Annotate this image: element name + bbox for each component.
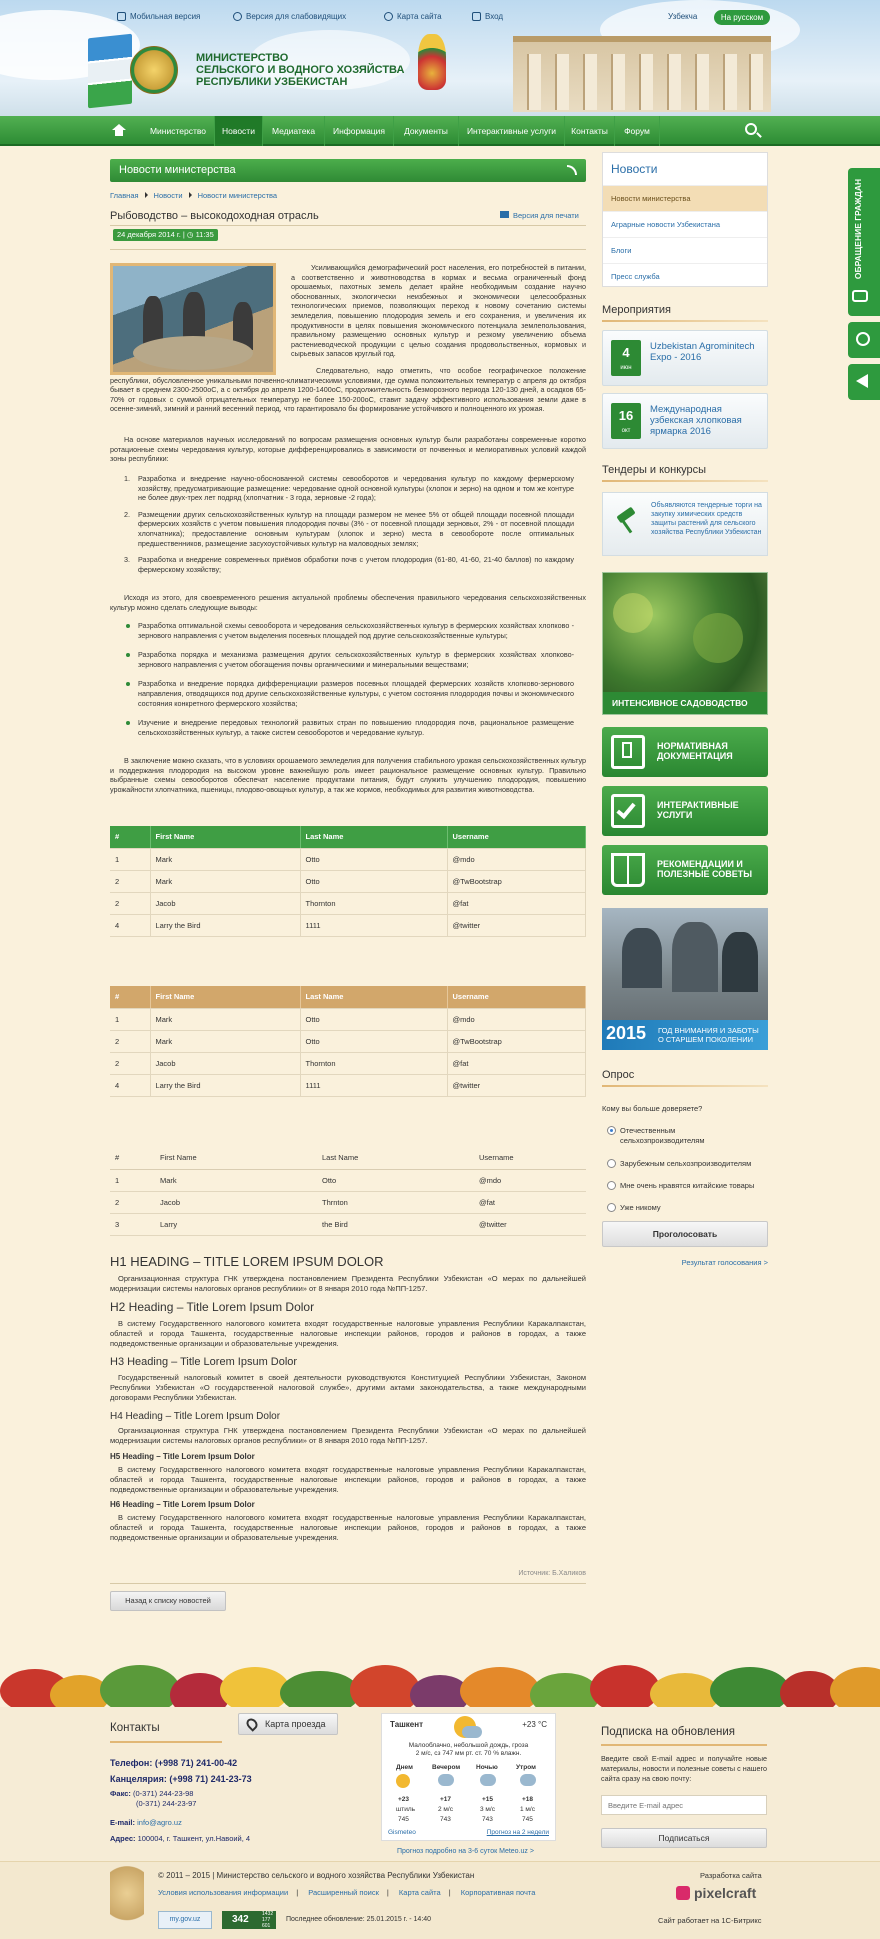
contact-info: Телефон: (+998 71) 241-00-42 Канцелярия: (+998 71) 241-23-73 bbox=[110, 1758, 252, 1784]
copyright: © 2011 – 2015 | Министерство сельского и водного хозяйства Республики Узбекистан bbox=[158, 1871, 475, 1880]
cloud-icon bbox=[520, 1774, 536, 1786]
heading-h4: H4 Heading – Title Lorem Ipsum Dolor bbox=[110, 1411, 281, 1422]
gismeteo-link[interactable]: Gismeteo bbox=[388, 1829, 416, 1836]
table-row: 1 Mark Otto @mdo bbox=[110, 848, 586, 870]
table-row: 4 Larry the Bird 1111 @twitter bbox=[110, 914, 586, 936]
header bbox=[0, 0, 880, 116]
heading-h1: H1 HEADING – TITLE LOREM IPSUM DOLOR bbox=[110, 1254, 384, 1269]
footer-links: Условия использования информации | Расширенный поиск | Карта сайта | Корпоративная почта bbox=[158, 1888, 536, 1897]
article-paragraph: На основе материалов научных исследований по вопросам размещения основных культур были разработаны современные коротко ротационные схемы чередования культур, которые дифференцировались в зависимости от почвенных и мелиоративных условий каждой зоны республики: bbox=[110, 435, 586, 464]
sidebar-item-press[interactable]: Пресс служба bbox=[603, 263, 767, 289]
breadcrumb bbox=[110, 191, 277, 200]
gavel-icon bbox=[613, 509, 639, 535]
meteo-forecast-link[interactable]: Прогноз подробно на 3-6 суток Meteo.uz > bbox=[397, 1848, 534, 1855]
event-card[interactable] bbox=[602, 330, 768, 386]
table-row: 4 Larry the Bird 1111 @twitter bbox=[110, 1074, 586, 1096]
subscribe-button[interactable]: Подписаться bbox=[601, 1828, 767, 1848]
main-nav bbox=[0, 116, 880, 146]
list-item: 1. Разработка и внедрение научно-обоснованной системы севооборотов и чередования культур по каждому фермерскому хозяйству, предусматривающие размещение: чередование одной основной культуры (хлопок и зерно) на одном и том же контуре не более двух-трех лет подряд (хлопчатник - 3 года, зерновые -2 года); bbox=[124, 474, 574, 503]
table-row: 2 Jacob Thrnton @fat bbox=[110, 1191, 586, 1213]
emblem-watermark bbox=[110, 1866, 144, 1934]
nav-ministry[interactable]: Министерство bbox=[142, 116, 215, 146]
divider bbox=[110, 225, 586, 226]
megaphone-icon bbox=[856, 374, 868, 388]
article-paragraph: В заключение можно сказать, что в условиях орошаемого земледелия для получения стабильного урожая сельскохозяйственных культур и поддержания плодородия на высоком уровне важнейшую роль имеет рациональное размещение основных культур. Правильно выбранные схемы севооборотов обеспечат население продуктами питания, будут служить улучшению плодородия, повышению урожайности хлопчатника, пшеницы, плодово-овощных культур, а так же кормов, необходимых для развития животноводства. bbox=[110, 756, 586, 794]
event-title[interactable]: Международная узбекская хлопковая ярмарка 2016 bbox=[650, 404, 742, 437]
poll-question: Кому вы больше доверяете? bbox=[602, 1104, 703, 1113]
book-icon bbox=[611, 853, 645, 887]
list-item: Разработка и внедрение порядка дифференциации размеров посевных площадей фермерских хозяйств хлопково-зернового направления, отводящихся под другие сельскохозяйственные культуры, с учетом состояния плодородия почвы и экономического состояния конкретного фермерского хозяйства; bbox=[124, 679, 574, 708]
subscribe-title: Подписка на обновления bbox=[601, 1726, 736, 1738]
article-photo bbox=[110, 263, 276, 375]
table-row: 1 Mark Otto @mdo bbox=[110, 1008, 586, 1030]
paragraph: В систему Государственного налогового комитета входят государственные налоговые управления Республики Каракалпакстан, областей и города Ташкента, государственные налоговые инспекции районов, городов и районов в городах, а также подведомственные организации и образовательные учреждения. bbox=[110, 1465, 586, 1494]
news-menu-title: Новости bbox=[611, 162, 658, 176]
compass-icon bbox=[384, 12, 393, 21]
poll-radio[interactable] bbox=[607, 1159, 616, 1168]
checkmark-icon bbox=[611, 794, 645, 828]
elders-year-banner[interactable] bbox=[602, 908, 768, 1050]
heading-h3: H3 Heading – Title Lorem Ipsum Dolor bbox=[110, 1356, 298, 1368]
rss-icon[interactable] bbox=[567, 165, 577, 175]
chat-icon bbox=[852, 290, 868, 302]
paragraph: В систему Государственного налогового комитета входят государственные налоговые управления Республики Каракалпакстан, областей и города Ташкента, государственные налоговые инспекции районов, городов и районов в городах, а также подведомственные организации и образовательные учреждения. bbox=[110, 1319, 586, 1348]
nav-interactive[interactable]: Интерактивные услуги bbox=[459, 116, 565, 146]
email-link[interactable]: info@agro.uz bbox=[137, 1818, 182, 1827]
sitemap-link[interactable]: Карта сайта bbox=[384, 12, 442, 21]
normative-docs-button[interactable]: НОРМАТИВНАЯ ДОКУМЕНТАЦИЯ bbox=[602, 727, 768, 777]
list-item: 3. Разработка и внедрение современных приёмов обработки почв с учетом плодородия (61-80, 41-60, 21-40 баллов) по каждому фермерскому хозяйству; bbox=[124, 555, 574, 574]
paragraph: Государственный налоговый комитет в своей деятельности руководствуются Конституцией Республики Узбекистан, Законом Республики Узбекистан «О государственной налоговой службе», другими актами законодательства, а также международными договорами Республики Узбекистан. bbox=[110, 1373, 586, 1402]
list-item: Изучение и внедрение передовых технологий развитых стран по повышению плодородия почв, рациональное размещение сельскохозяйственных культур, а также систем севооборотов и чередование культур. bbox=[124, 718, 574, 737]
map-button[interactable]: Карта проезда bbox=[238, 1713, 338, 1735]
poll-results-link[interactable]: Результат голосования > bbox=[681, 1258, 768, 1267]
flag-image bbox=[88, 34, 132, 109]
nav-media[interactable]: Медиатека bbox=[263, 116, 325, 146]
events-title: Мероприятия bbox=[602, 304, 671, 316]
table-row: 2 Mark Otto @TwBootstrap bbox=[110, 870, 586, 892]
poll-option[interactable]: Мне очень нравятся китайские товары bbox=[620, 1181, 755, 1190]
lang-uz-link[interactable]: Узбекча bbox=[668, 12, 698, 21]
news-menu bbox=[602, 152, 768, 287]
vegetables-border bbox=[0, 1655, 880, 1707]
article-paragraph: Усиливающийся демографический рост населения, его потребностей в питании, а соответственно и животноводства в кормах и весьма ограниченный фонд орошаемых, пахотных земель делает крайне необходимым создание научно обоснованных, экологически неизбежных и экономически целесообразных технологических приемов, позволяющих переход к новому сочетанию системы земледелия, повышению плодородия земель и его сохранения, и увеличения их продуктивности в целях повышения экономического потенциала землепользования, правильному размещению основных культур и резкому увеличению объема растениеводческой продукции с целью создания продовольственных, кормовых и сырьевых запасов круглый год. bbox=[291, 263, 586, 359]
eye-icon bbox=[233, 12, 242, 21]
footer-link-sitemap[interactable]: Карта сайта bbox=[398, 1888, 441, 1897]
document-icon bbox=[611, 735, 645, 769]
interactive-services-button[interactable]: ИНТЕРАКТИВНЫЕ УСЛУГИ bbox=[602, 786, 768, 836]
tenders-title: Тендеры и конкурсы bbox=[602, 464, 707, 476]
table-green bbox=[110, 826, 586, 937]
developer-label: Разработка сайта bbox=[700, 1871, 762, 1880]
list-item: 2. Размещении других сельскохозяйственных культур на площади размером не менее 5% от общей площади посевной площади фермерских хозяйств с учетом повышения плодородия почвы (3% - от посевной площади зерновых, 2% - от посевной площади хлопчатника); предоставление основным культурам (хлопок и зерно) места в севообороте после оптимальных предшественников, размещение засухоустойчивых культур на маловодных землях; bbox=[124, 509, 574, 548]
cloud-icon bbox=[480, 1774, 496, 1786]
home-icon[interactable] bbox=[112, 124, 126, 137]
heading-h5: H5 Heading – Title Lorem Ipsum Dolor bbox=[110, 1452, 255, 1461]
fax-info: Факс: (0-371) 244-23-98 (0-371) 244-23-97 bbox=[110, 1789, 197, 1808]
divider bbox=[110, 1583, 586, 1584]
nav-info[interactable]: Информация bbox=[325, 116, 394, 146]
date-badge: 24 декабря 2014 г. | ◷ 11:35 bbox=[113, 229, 218, 241]
year-label: 2015 bbox=[606, 1023, 647, 1043]
table-header: # First Name Last Name Username bbox=[110, 826, 586, 848]
article-title: Рыбоводство – высокодоходная отрасль bbox=[110, 210, 319, 222]
heading-h6: H6 Heading – Title Lorem Ipsum Dolor bbox=[110, 1500, 255, 1509]
login-link[interactable]: Вход bbox=[472, 12, 503, 21]
table-row: 3 Larry the Bird @twitter bbox=[110, 1213, 586, 1235]
pixelcraft-logo[interactable]: pixelcraft bbox=[676, 1885, 756, 1901]
footer-link-search[interactable]: Расширенный поиск bbox=[308, 1888, 379, 1897]
mobile-version-link[interactable]: Мобильная версия bbox=[117, 12, 200, 21]
bullet-list bbox=[124, 621, 574, 744]
article-paragraph: Следовательно, надо отметить, что особое географическое положение республики, обусловленное уникальными почвенно-климатическими условиями, где сумма положительных температур с апреля до октября бывает в среднем 2300-2500оС, а с октября до апреля 1200-1400оС, продолжительность безморозного периода 120-130 дней, а осадков 65-70% от годовых с суммой отрицательных температур не более 150-200оС, ставит задачу эффективного использования земли даже в осенне-зимний, зимний и ранний весенний период, что гарантировало бы формирование устойчивого и полноценного их урожая. bbox=[110, 366, 586, 414]
lang-ru-button[interactable]: На русском bbox=[714, 10, 770, 25]
search-icon[interactable] bbox=[745, 123, 757, 135]
announce-tab[interactable] bbox=[848, 364, 880, 400]
article-column bbox=[110, 159, 586, 1639]
poll-radio[interactable] bbox=[607, 1126, 616, 1135]
poll-option[interactable]: Уже никому bbox=[620, 1203, 661, 1212]
last-updated: Последнее обновление: 25.01.2015 г. - 14:40 bbox=[286, 1916, 432, 1923]
table-tan bbox=[110, 986, 586, 1097]
event-title[interactable]: Uzbekistan Agrominitech Expo - 2016 bbox=[650, 341, 755, 363]
calendar-icon: 4 июн bbox=[611, 340, 641, 376]
weather-widget: Ташкент +23 °C Малооблачно, небольшой дождь, гроза 2 м/с, сз 747 мм рт. ст. 70 % влажн. Днем Вечером Ночью Утром +23 +17 +15 +18 штиль 2 м/с 3 м/с 1 м/с 745 743 743 745 Gismeteo Прогноз на 2 недели bbox=[381, 1713, 556, 1841]
two-week-forecast-link[interactable]: Прогноз на 2 недели bbox=[486, 1829, 549, 1836]
nav-news[interactable]: Новости bbox=[215, 116, 263, 146]
appeal-tab[interactable]: ОБРАЩЕНИЕ ГРАЖДАН bbox=[848, 168, 880, 316]
tender-text[interactable]: Объявляются тендерные торги на закупку химических средств защиты растений для сельского хозяйства Республики Узбекистан bbox=[651, 502, 762, 536]
building-image bbox=[513, 36, 771, 112]
breadcrumb-news[interactable]: Новости bbox=[153, 191, 183, 200]
clock-tab[interactable] bbox=[848, 322, 880, 358]
subscribe-text: Введите свой E-mail адрес и получайте новые материалы, новости и полезные советы с нашего сайта сразу на свою почту: bbox=[601, 1754, 767, 1783]
top-bar bbox=[0, 10, 880, 26]
table-header: # First Name Last Name Username bbox=[110, 1147, 586, 1169]
section-header: Новости министерства bbox=[110, 159, 586, 182]
poll-option[interactable]: Зарубежным сельхозпроизводителям bbox=[620, 1159, 752, 1168]
email-info: E-mail: info@agro.uz bbox=[110, 1818, 182, 1827]
poll-option[interactable]: Отечественным сельхозпроизводителям bbox=[620, 1126, 705, 1145]
calendar-icon: 16 окт bbox=[611, 403, 641, 439]
printer-icon bbox=[500, 211, 509, 218]
ministry-logo bbox=[418, 34, 446, 90]
mobile-icon bbox=[117, 12, 126, 21]
breadcrumb-home[interactable]: Главная bbox=[110, 191, 139, 200]
paragraph: В систему Государственного налогового комитета входят государственные налоговые управления Республики Каракалпакстан, областей и города Ташкента, государственные налоговые инспекции районов, городов и районов в городах, а также подведомственные организации и образовательные учреждения. bbox=[110, 1513, 586, 1542]
table-plain bbox=[110, 1147, 586, 1236]
map-pin-icon bbox=[244, 1716, 260, 1732]
sun-icon bbox=[396, 1774, 410, 1788]
clock-icon: ◷ bbox=[186, 230, 194, 239]
print-version-link[interactable]: Версия для печати bbox=[500, 211, 579, 220]
low-vision-link[interactable]: Версия для слабовидящих bbox=[233, 12, 346, 21]
sun-cloud-icon bbox=[454, 1716, 476, 1738]
ministry-title[interactable]: МИНИСТЕРСТВО СЕЛЬСКОГО И ВОДНОГО ХОЗЯЙСТВА РЕСПУБЛИКИ УЗБЕКИСТАН bbox=[196, 52, 405, 88]
table-header: # First Name Last Name Username bbox=[110, 986, 586, 1008]
paragraph: Организационная структура ГНК утверждена постановлением Президента Республики Узбекистан «О мерах по дальнейшей модернизации системы налоговых органов республики» от 8 января 2010 года №ПП-1257. bbox=[110, 1274, 586, 1293]
contacts-title: Контакты bbox=[110, 1722, 160, 1734]
sidebar-item-ministry-news[interactable]: Новости министерства bbox=[603, 185, 767, 211]
emblem-logo[interactable] bbox=[130, 46, 178, 94]
poll-title: Опрос bbox=[602, 1069, 635, 1081]
paragraph: Организационная структура ГНК утверждена постановлением Президента Республики Узбекистан «О мерах по дальнейшей модернизации системы налоговых органов республики» от 8 января 2010 года №ПП-1257. bbox=[110, 1426, 586, 1445]
article-paragraph: Исходя из этого, для своевременного решения актуальной проблемы обеспечения правильного чередования сельскохозяйственных культур можно сделать следующие выводы: bbox=[110, 593, 586, 612]
table-row: 2 Jacob Thornton @fat bbox=[110, 892, 586, 914]
list-item: Разработка порядка и механизма размещения других сельскохозяйственных культур в фермерских хозяйствах хлопково-зернового направления с учетом обогащения почвы органическими и минеральными веществами; bbox=[124, 650, 574, 669]
list-item: Разработка оптимальной схемы севооборота и чередования сельскохозяйственных культур в фермерских хозяйствах хлопково - зернового направления с учетом выделения посевных площадей под другие сельскохозяйственные культуры; bbox=[124, 621, 574, 640]
sidebar-item-blogs[interactable]: Блоги bbox=[603, 237, 767, 263]
mygov-badge[interactable]: my.gov.uz bbox=[158, 1911, 212, 1929]
address-info: Адрес: 100004, г. Ташкент, ул.Навоий, 4 bbox=[110, 1834, 251, 1843]
nav-contacts[interactable]: Контакты bbox=[565, 116, 615, 146]
table-row: 2 Jacob Thornton @fat bbox=[110, 1052, 586, 1074]
heading-h2: H2 Heading – Title Lorem Ipsum Dolor bbox=[110, 1300, 315, 1314]
email-field[interactable] bbox=[601, 1795, 767, 1815]
cloud-icon bbox=[438, 1774, 454, 1786]
event-card[interactable] bbox=[602, 393, 768, 449]
gardening-banner[interactable] bbox=[602, 572, 768, 715]
nav-forum[interactable]: Форум bbox=[615, 116, 660, 146]
visit-counter[interactable]: 342 1432 177 601 bbox=[222, 1911, 276, 1929]
bitrix-label: Сайт работает на 1С-Битрикс bbox=[658, 1916, 762, 1925]
tender-card[interactable] bbox=[602, 492, 768, 556]
lock-icon bbox=[472, 12, 481, 21]
clock-icon bbox=[856, 332, 870, 346]
divider bbox=[110, 249, 586, 250]
footer-link-mail[interactable]: Корпоративная почта bbox=[460, 1888, 536, 1897]
year-text: ГОД ВНИМАНИЯ И ЗАБОТЫ О СТАРШЕМ ПОКОЛЕНИИ bbox=[658, 1026, 759, 1044]
sidebar-item-agrarian-news[interactable]: Аграрные новости Узбекистана bbox=[603, 211, 767, 237]
table-row: 2 Mark Otto @TwBootstrap bbox=[110, 1030, 586, 1052]
poll-radio[interactable] bbox=[607, 1203, 616, 1212]
footer-link-terms[interactable]: Условия использования информации bbox=[158, 1888, 289, 1897]
back-to-news-button[interactable]: Назад к списку новостей bbox=[110, 1591, 226, 1611]
nav-documents[interactable]: Документы bbox=[394, 116, 459, 146]
article-source: Источник: Б.Халиков bbox=[518, 1570, 586, 1577]
breadcrumb-ministry-news[interactable]: Новости министерства bbox=[197, 191, 278, 200]
poll-radio[interactable] bbox=[607, 1181, 616, 1190]
ordered-list bbox=[124, 474, 574, 581]
vote-button[interactable]: Проголосовать bbox=[602, 1221, 768, 1247]
gardening-label: ИНТЕНСИВНОЕ САДОВОДСТВО bbox=[603, 692, 768, 714]
recommendations-button[interactable]: РЕКОМЕНДАЦИИ И ПОЛЕЗНЫЕ СОВЕТЫ bbox=[602, 845, 768, 895]
table-row: 1 Mark Otto @mdo bbox=[110, 1169, 586, 1191]
